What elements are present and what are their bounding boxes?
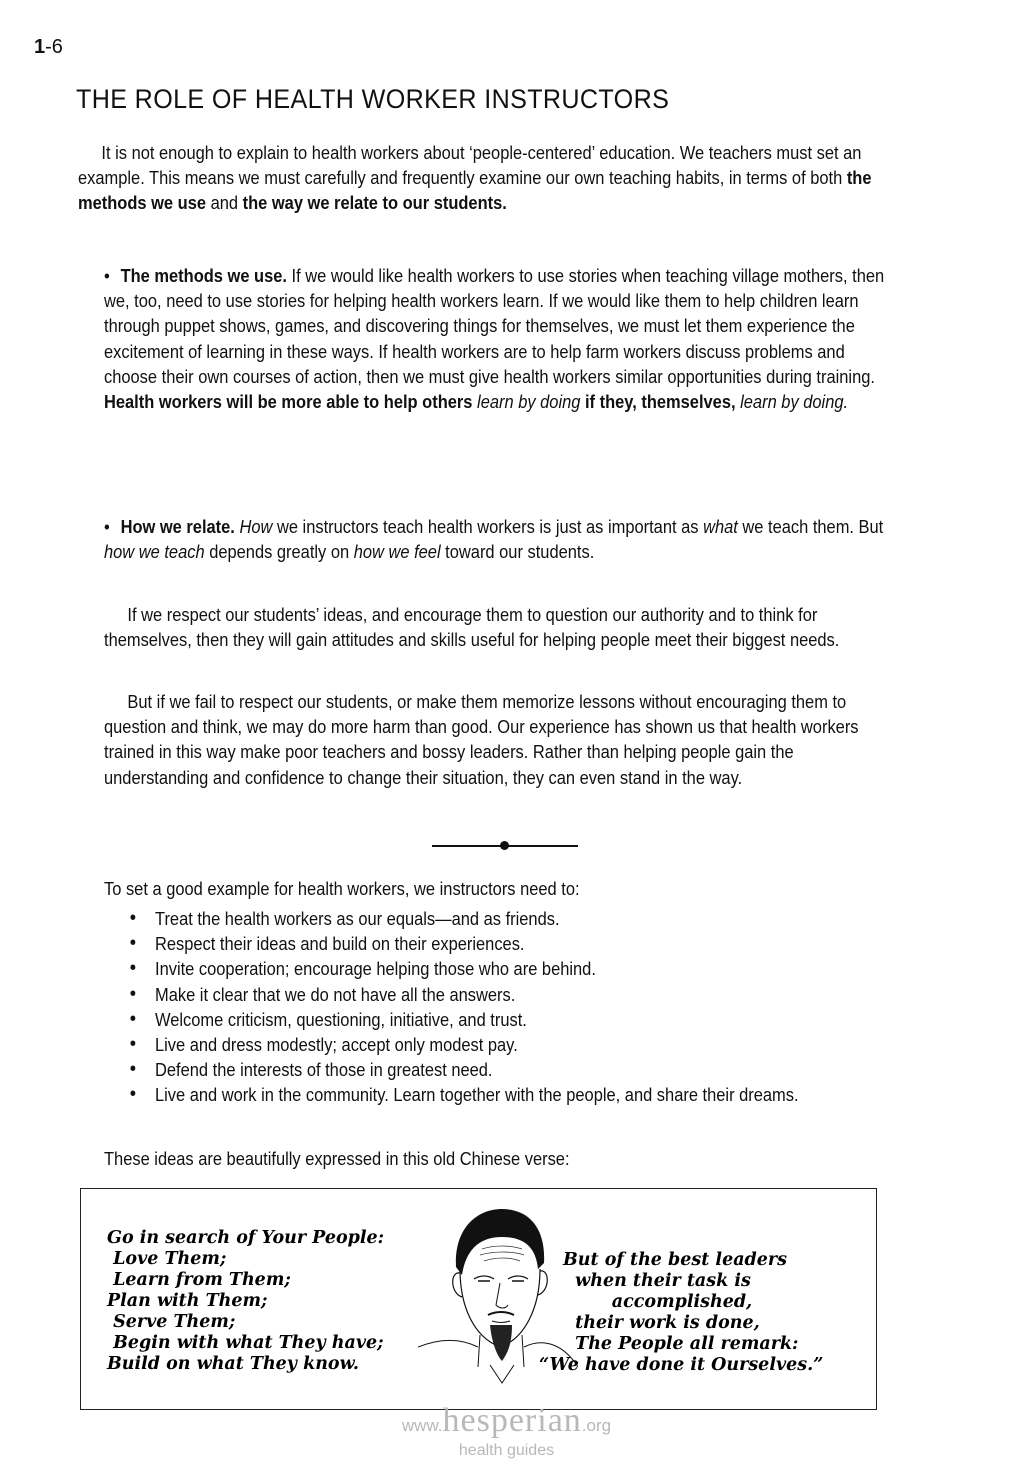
page-title: THE ROLE OF HEALTH WORKER INSTRUCTORS [76,84,670,114]
verse-line: Plan with Them; [107,1291,268,1311]
watermark-brand: hesperian [442,1402,582,1439]
verse-line: Build on what They know. [107,1354,359,1374]
intro-text-and: and [206,192,243,214]
fail-paragraph: But if we fail to respect our students, or make them memorize lessons without encouraging them to question and think, we may do more harm than good. Our experience has shown us that health workers trained in this way make poor teachers and bossy leaders. Rather than helping people gain the understanding and confidence to change their situation, they can even stand in the way. [104,691,859,788]
verse-line: “We have done it Ourselves.” [539,1355,824,1375]
verse-line: their work is done, [563,1313,760,1333]
methods-italic-a: learn by doing [477,391,581,413]
relate-text: we instructors teach health workers is just as important as [272,516,704,537]
page-number-chapter: 1 [34,36,46,58]
verse-left-column [107,1228,384,1375]
list-item: • Invite cooperation; encourage helping those who are behind. [128,956,884,981]
methods-bold-b: if they, themselves, [580,391,741,413]
list-item: • Defend the interests of those in greatest need. [128,1057,884,1082]
verse-right-column [539,1250,824,1376]
page-number-page: -6 [45,36,63,58]
verse-line: Begin with what They have; [107,1333,384,1353]
list-item: • Make it clear that we do not have all the answers. [128,982,884,1007]
methods-italic-b: learn by doing. [740,391,849,413]
methods-paragraph [104,263,889,414]
relate-italic-how-we-teach: how we teach [104,541,205,563]
verse-line: Learn from Them; [107,1270,291,1290]
list-item: • Treat the health workers as our equals—and as friends. [128,906,884,931]
methods-bold-a: Health workers will be more able to help others [104,391,478,413]
methods-heading: The methods we use. [120,265,287,286]
verse-intro: These ideas are beautifully expressed in this old Chinese verse: [104,1148,570,1169]
intro-bold-relate: the way we relate to our students. [242,192,507,214]
divider-dot-icon [500,841,509,850]
intro-text: It is not enough to explain to health workers about ‘people-centered’ education. We teachers must set an example. This means we must carefully and frequently examine our own teaching habits, in terms of both [78,142,862,189]
needs-list [128,906,884,1108]
bullet-icon [104,516,121,537]
relate-heading: How we relate. [120,516,235,537]
verse-line: Serve Them; [107,1312,236,1332]
intro-bold-methods: the methods we use [78,167,872,214]
page-number [34,36,63,59]
relate-italic-how-we-feel: how we feel [353,541,441,563]
methods-text: If we would like health workers to use stories when teaching village mothers, then we, too, need to use stories for helping health workers learn. If we would like them to help children learn through puppet shows, games, and discovering things for themselves, we must let them experience the excitement of learning in these ways. If health workers are to help farm workers discuss problems and choose their own courses of action, then we must give health workers similar opportunities during training. [104,265,885,387]
respect-paragraph: If we respect our students’ ideas, and encourage them to question our authority and to think for themselves, then they will gain attitudes and skills useful for helping people meet their biggest needs. [104,604,840,651]
watermark-tagline: health guides [458,1442,555,1459]
verse-line: Go in search of Your People: [107,1228,385,1248]
watermark-prefix: www. [401,1416,443,1435]
relate-italic-what: what [703,516,738,537]
verse-line: Love Them; [107,1249,227,1269]
relate-text: we teach them. But [737,516,884,537]
list-item: • Respect their ideas and build on their experiences. [128,931,884,956]
verse-line: when their task is [563,1271,751,1291]
needs-intro: To set a good example for health workers, we instructors need to: [104,878,580,899]
intro-paragraph [78,140,888,216]
bullet-icon [104,265,121,286]
watermark-suffix: .org [581,1416,612,1435]
relate-text: toward our students. [440,541,595,563]
verse-line: accomplished, [563,1292,753,1312]
list-item: • Live and dress modestly; accept only modest pay. [128,1032,884,1057]
list-item: • Welcome criticism, questioning, initiative, and trust. [128,1007,884,1032]
relate-italic-how: How [239,516,273,537]
watermark-url [0,1404,1013,1444]
hesperian-watermark-link[interactable] [0,1404,1013,1458]
relate-paragraph [104,514,889,564]
list-item: • Live and work in the community. Learn together with the people, and share their dreams. [128,1082,884,1107]
verse-line: The People all remark: [563,1334,799,1354]
verse-line: But of the best leaders [563,1250,787,1270]
relate-text: depends greatly on [204,541,354,563]
